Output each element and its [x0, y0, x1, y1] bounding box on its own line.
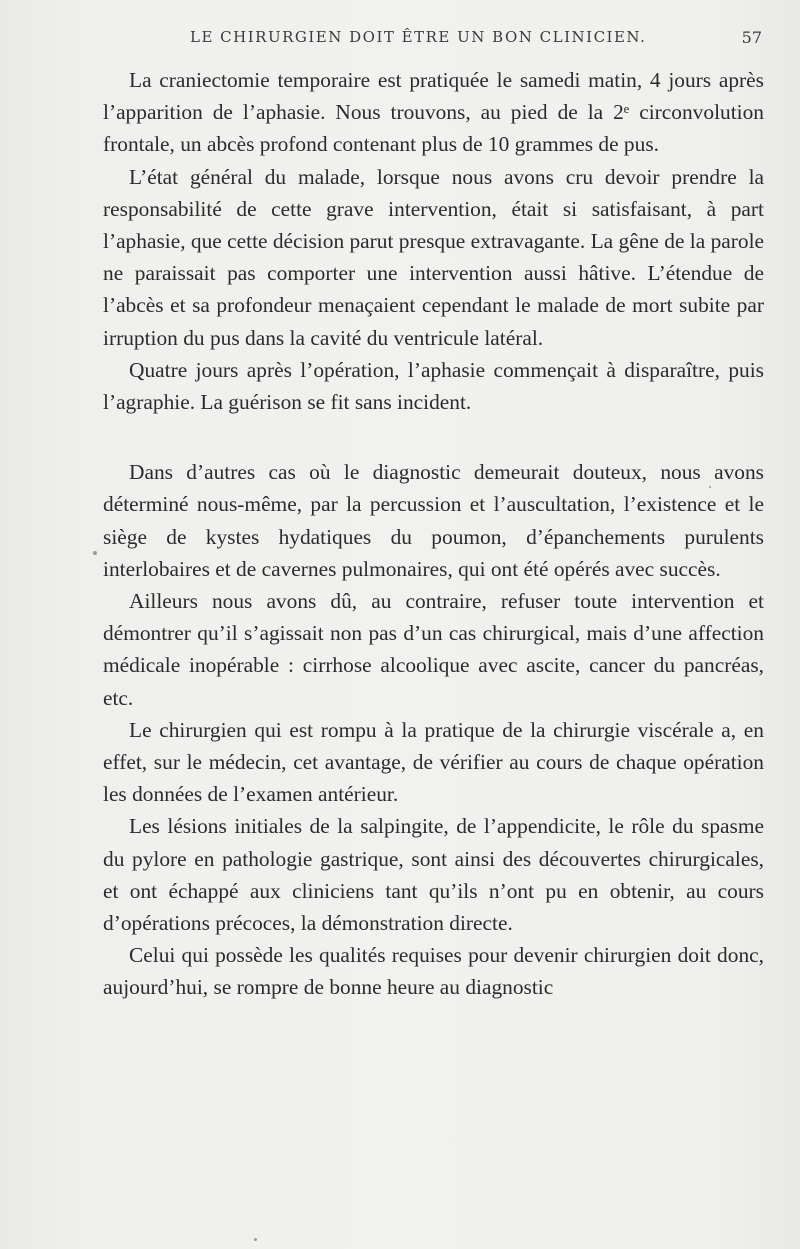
paragraph: Les lésions initiales de la salpingite, de l’appendicite, le rôle du spasme du pylore en pathologie gastrique, sont ainsi des découvertes chirurgicales, et ont échappé aux cliniciens tant qu’ils n’ont pu en obtenir, au cours d’opérations précoces, la démonstration directe.: [103, 814, 764, 936]
page-header: [0, 28, 800, 58]
paragraph: L’état général du malade, lorsque nous avons cru devoir prendre la responsabilité de cette grave intervention, était si satisfaisant, à part l’aphasie, que cette décision parut presque extravagante. La gêne de la parole ne paraissait pas comporter une intervention aussi hâtive. L’étendue de l’abcès et sa profondeur menaçaient cependant le malade de mort subite par irruption du pus dans la cavité du ventricule latéral.: [103, 164, 765, 350]
paragraph: La craniectomie temporaire est pratiquée le samedi matin, 4 jours après l’apparition de l’aphasie. Nous trouvons, au pied de la 2ᵉ circonvolution frontale, un abcès profond contenant plus de 10 grammes de pus.: [103, 68, 764, 157]
paper-speck: [93, 551, 97, 555]
paper-speck: [254, 1238, 257, 1241]
section-break: [103, 418, 764, 456]
page-number: 57: [741, 28, 762, 47]
paragraph: Dans d’autres cas où le diagnostic demeurait douteux, nous avons déterminé nous-même, par la percussion et l’auscultation, l’existence et le siège de kystes hydatiques du poumon, d’épanchements purulents interlobaires et de cavernes pulmonaires, qui ont été opérés avec succès.: [103, 460, 764, 581]
paragraph: Le chirurgien qui est rompu à la pratique de la chirurgie viscérale a, en effet, sur le médecin, cet avantage, de vérifier au cours de chaque opération les données de l’examen antérieur.: [103, 717, 764, 807]
running-title: LE CHIRURGIEN DOIT ÊTRE UN BON CLINICIEN.: [190, 28, 647, 46]
paragraph: Celui qui possède les qualités requises pour devenir chirurgien doit donc, aujourd’hui, se rompre de bonne heure au diagnostic: [103, 943, 764, 1000]
paragraph: Ailleurs nous avons dû, au contraire, refuser toute intervention et démontrer qu’il s’agissait non pas d’un cas chirurgical, mais d’une affection médicale inopérable : cirrhose alcoolique avec ascite, cancer du pancréas, etc.: [103, 589, 764, 710]
body-text: [103, 64, 764, 1004]
paper-speck: [709, 486, 711, 488]
paragraph: Quatre jours après l’opération, l’aphasie commençait à disparaître, puis l’agraphie. La guérison se fit sans incident.: [103, 357, 764, 415]
